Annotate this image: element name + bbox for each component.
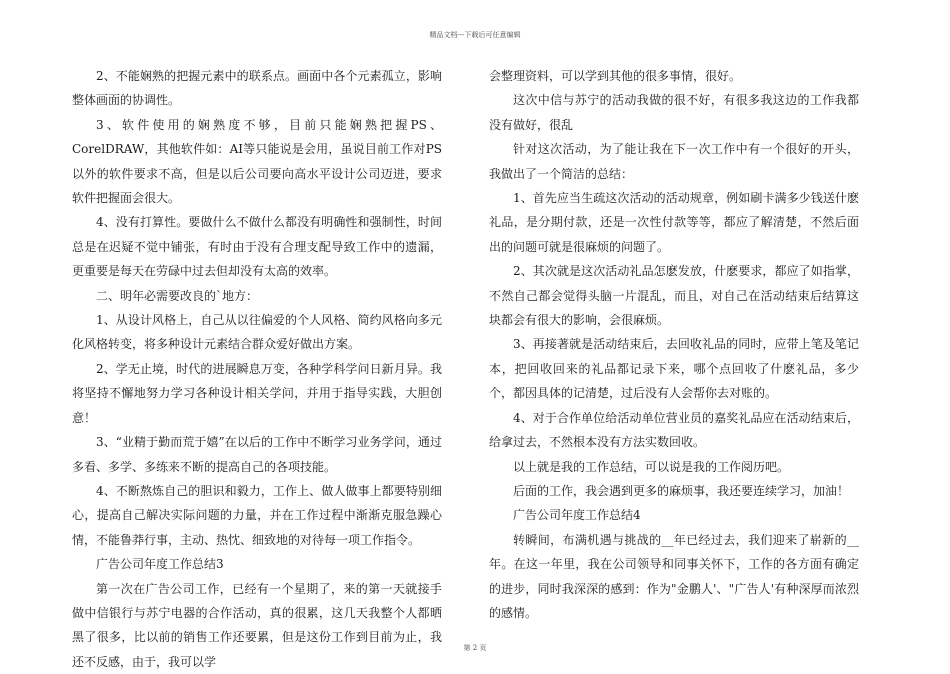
page-header: 精品文档---下载后可任意编辑 bbox=[429, 31, 521, 39]
paragraph: 后面的工作，我会遇到更多的麻烦事，我还要连续学习，加油！ bbox=[513, 483, 850, 498]
paragraph: 4、没有打算性。要做什么不做什么都没有明确性和强制性，时间总是在迟疑不觉中铺张，有时由于没有合理支配导致工作中的遗漏，更重要是每天在劳碌中过去但却没有太高的效率。 bbox=[72, 215, 442, 279]
right-column bbox=[489, 64, 859, 625]
paragraph: 1、首先应当生疏这次活动的活动规章，例如刷卡满多少钱送什麽礼品，是分期付款，还是一次性付款等等，都应了解清楚，不然后面出的问题可就是很麻烦的问题了。 bbox=[489, 191, 859, 254]
paragraph: 二、明年必需要改良的`地方： bbox=[96, 288, 259, 303]
paragraph: 会整理资料，可以学到其他的很多事情，很好。 bbox=[489, 69, 742, 83]
left-column bbox=[72, 64, 442, 674]
paragraph: 4、不断熬炼自己的胆识和毅力，工作上、做人做事上都要特别细心，提高自己解决实际问题的力量，并在工作过程中渐渐克服急躁心情，不能鲁莽行事，主动、热忱、细致地的对待每一项工作指令。 bbox=[72, 483, 442, 547]
paragraph: 广告公司年度工作总结3 bbox=[96, 557, 224, 572]
paragraph: 3、“业精于勤而荒于嬉”在以后的工作中不断学习业务学问，通过多看、多学、多练来不断的提高自己的各项技能。 bbox=[72, 435, 442, 474]
paragraph: 1、从设计风格上，自己从以往偏爱的个人风格、简约风格向多元化风格转变，将多种设计元素结合群众爱好做出方案。 bbox=[72, 313, 442, 352]
page-number: 第 2 页 bbox=[463, 644, 487, 652]
paragraph: 以上就是我的工作总结，可以说是我的工作阅历吧。 bbox=[513, 459, 790, 474]
paragraph: 针对这次活动，为了能让我在下一次工作中有一个很好的开头，我做出了一个简洁的总结： bbox=[489, 142, 859, 181]
paragraph: 2、其次就是这次活动礼品怎麽发放，什麽要求，都应了如指掌，不然自己都会觉得头脑一片混乱，而且，对自己在活动结束后结算这块都会有很大的影响，会很麻烦。 bbox=[489, 264, 859, 328]
paragraph: 第一次在广告公司工作，已经有一个星期了，来的第一天就接手做中信银行与苏宁电器的合作活动，真的很累，这几天我整个人都晒黑了很多，比以前的销售工作还要累，但是这份工作到目前为止，我还不反感，由于，我可以学 bbox=[72, 581, 442, 669]
paragraph: 2、学无止境，时代的进展瞬息万变，各种学科学问日新月异。我将坚持不懈地努力学习各种设计相关学问，并用于指导实践，大胆创意！ bbox=[72, 361, 442, 425]
paragraph: 4、对于合作单位给活动单位营业员的嘉奖礼品应在活动结束后，给拿过去，不然根本没有方法实数回收。 bbox=[489, 410, 859, 450]
paragraph: 3、再接著就是活动结束后，去回收礼品的同时，应带上笔及笔记本，把回收回来的礼品都记录下来，哪个点回收了什麽礼品，多少个，都因具体的记清楚，过后没有人会帮你去对账的。 bbox=[489, 337, 859, 401]
paragraph: 广告公司年度工作总结4 bbox=[513, 508, 641, 523]
paragraph: 这次中信与苏宁的活动我做的很不好，有很多我这边的工作我都没有做好，很乱 bbox=[489, 93, 859, 132]
paragraph: 3、软件使用的娴熟度不够，目前只能娴熟把握PS、CorelDRAW，其他软件如：AI等只能说是会用，虽说目前工作对PS以外的软件要求不高，但是以后公司要向高水平设计公司迈进，要求软件把握面会很大。 bbox=[72, 117, 442, 206]
paragraph: 转瞬间，布满机遇与挑战的__年已经过去，我们迎来了崭新的__年。在这一年里，我在公司领导和同事关怀下，工作的各方面有确定的进步，同时我深深的感到：作为"金鹏人'、"广告人'有种深厚而浓烈的感情。 bbox=[489, 532, 859, 620]
paragraph: 2、不能娴熟的把握元素中的联系点。画面中各个元素孤立，影响整体画面的协调性。 bbox=[72, 69, 442, 108]
